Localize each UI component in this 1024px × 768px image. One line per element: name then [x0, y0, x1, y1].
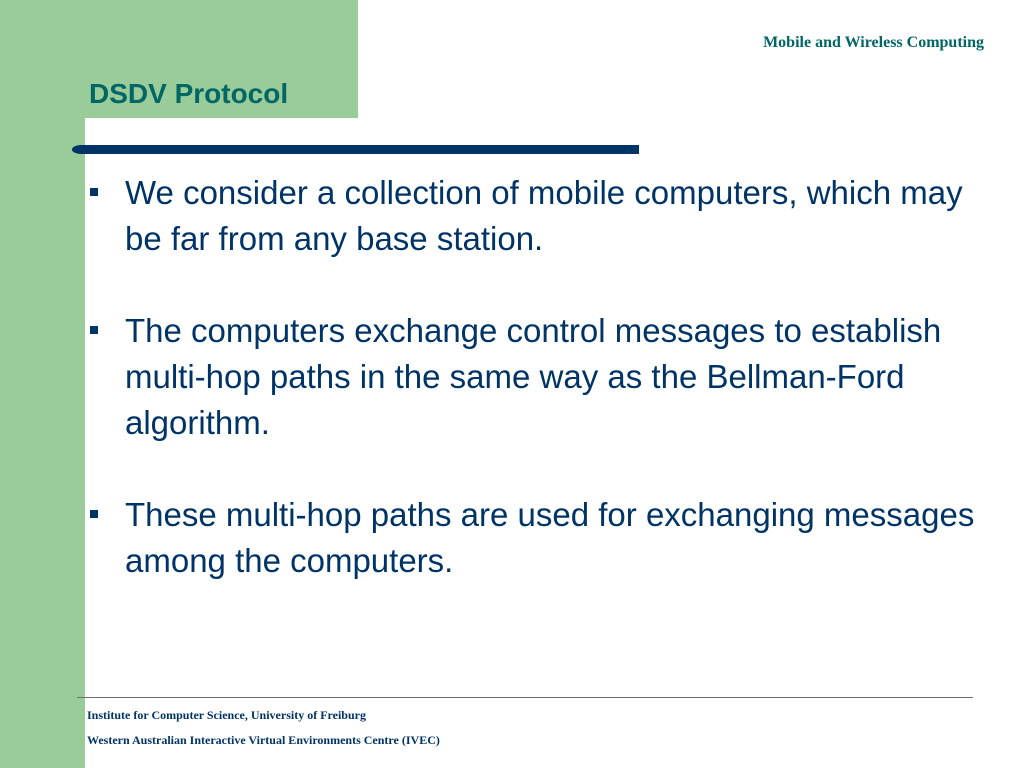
course-header: Mobile and Wireless Computing — [763, 34, 984, 51]
bullet-list — [86, 170, 996, 630]
bullet-item — [86, 170, 996, 262]
footer-divider — [77, 697, 973, 698]
bullet-text: The computers exchange control messages to establish multi-hop paths in the same way as the Bellman-Ford algorithm. — [125, 312, 942, 441]
bullet-item — [86, 492, 996, 584]
square-bullet-icon — [90, 510, 98, 518]
bullet-text: These multi-hop paths are used for exchanging messages among the computers. — [125, 496, 975, 579]
underline-bar — [80, 145, 639, 154]
square-bullet-icon — [90, 188, 98, 196]
slide-title: DSDV Protocol — [89, 78, 289, 109]
bullet-item — [86, 308, 996, 446]
footer-centre: Western Australian Interactive Virtual Environments Centre (IVEC) — [87, 733, 440, 747]
bullet-text: We consider a collection of mobile computers, which may be far from any base station. — [125, 174, 963, 257]
footer-institute: Institute for Computer Science, University of Freiburg — [87, 708, 366, 722]
square-bullet-icon — [90, 326, 98, 334]
title-underline — [72, 145, 639, 154]
